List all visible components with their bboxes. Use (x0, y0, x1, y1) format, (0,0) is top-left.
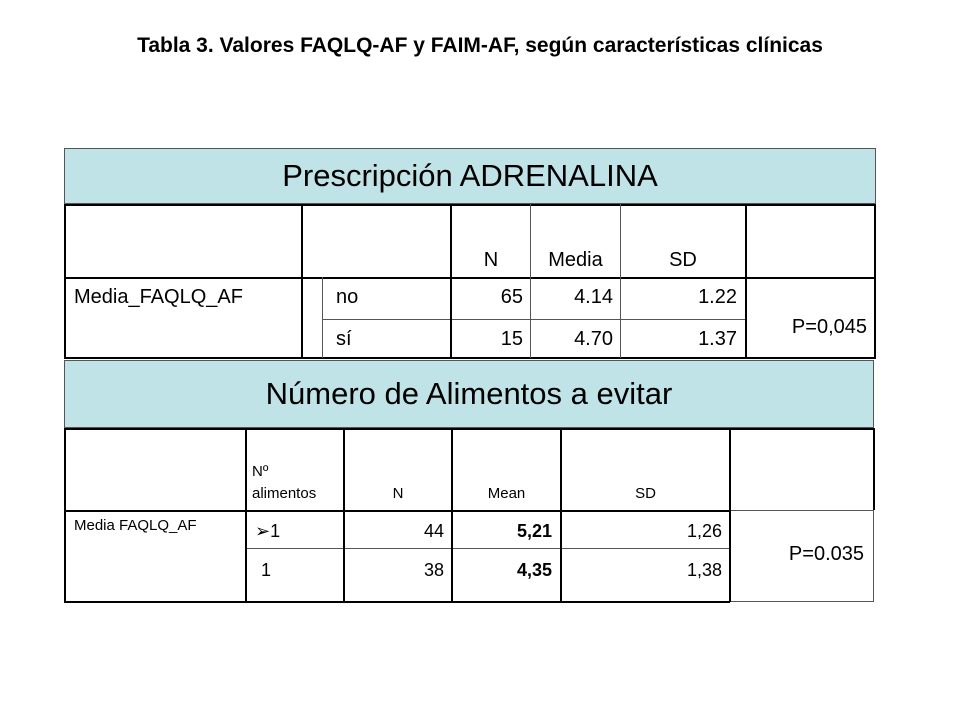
page-title: Tabla 3. Valores FAQLQ-AF y FAIM-AF, según características clínicas (137, 34, 823, 57)
table1-header-media: Media (548, 249, 603, 271)
table2-row2-mean: 4,35 (516, 560, 552, 580)
table2-row1-n: 44 (423, 521, 444, 541)
table2-row1-group: 1 (270, 521, 281, 541)
table1-row-label: Media_FAQLQ_AF (74, 286, 243, 308)
table2-row1-sd: 1,26 (686, 521, 722, 541)
table2-header-sd: SD (635, 485, 656, 502)
table2-rule (64, 510, 730, 512)
table2-rule (873, 510, 874, 602)
table1-banner (64, 148, 876, 204)
table1-header-n: N (483, 249, 499, 271)
table1-banner-label: Prescripción ADRENALINA (282, 158, 658, 193)
table2-rule (730, 601, 874, 602)
table2-rule (64, 601, 730, 603)
table2-rule (64, 428, 874, 430)
table2-header-count-line2: alimentos (252, 485, 317, 502)
table2-banner-label: Número de Alimentos a evitar (265, 376, 673, 411)
table2-rule (729, 428, 731, 602)
table1-rule (322, 319, 746, 320)
table2-row1-count (255, 520, 280, 542)
table2-header-mean: Mean (487, 485, 526, 502)
table2-row1-mean: 5,21 (516, 521, 552, 541)
table2-rule (730, 510, 874, 511)
table1-row-no-group: no (336, 286, 359, 308)
table1-row-si-sd: 1.37 (698, 328, 737, 350)
table2-rule (245, 428, 247, 602)
arrowhead-bullet-icon: ➢ (255, 521, 271, 541)
table2-header-n: N (392, 485, 404, 502)
table2-row2-group: 1 (261, 560, 272, 580)
table2-p-value: P=0.035 (788, 543, 864, 565)
table2-rule (64, 428, 66, 602)
table2-rule (245, 548, 730, 549)
table1-row-no-n: 65 (500, 286, 523, 308)
table1-row-si-media: 4.70 (574, 328, 613, 350)
table1-header-sd: SD (669, 249, 697, 271)
table2-rule (873, 428, 875, 510)
table1-row-si-group: sí (336, 328, 352, 350)
table2-header-count-line1: Nº (252, 463, 269, 480)
table1-p-value: P=0,045 (791, 316, 867, 338)
table1-row-si-n: 15 (500, 328, 523, 350)
table1-rule (64, 204, 876, 206)
table1-rule (64, 357, 876, 359)
table2-row2-sd: 1,38 (686, 560, 722, 580)
table2-banner (64, 360, 874, 428)
table1-rule (301, 204, 303, 358)
table1-rule (64, 204, 66, 358)
table1-rule (64, 277, 876, 279)
table1-row-no-sd: 1.22 (698, 286, 737, 308)
table1-rule (874, 204, 876, 358)
table2-row-label: Media FAQLQ_AF (74, 517, 197, 534)
table1-rule (322, 277, 323, 358)
table1-row-no-media: 4.14 (574, 286, 613, 308)
table2-row2-n: 38 (423, 560, 444, 580)
